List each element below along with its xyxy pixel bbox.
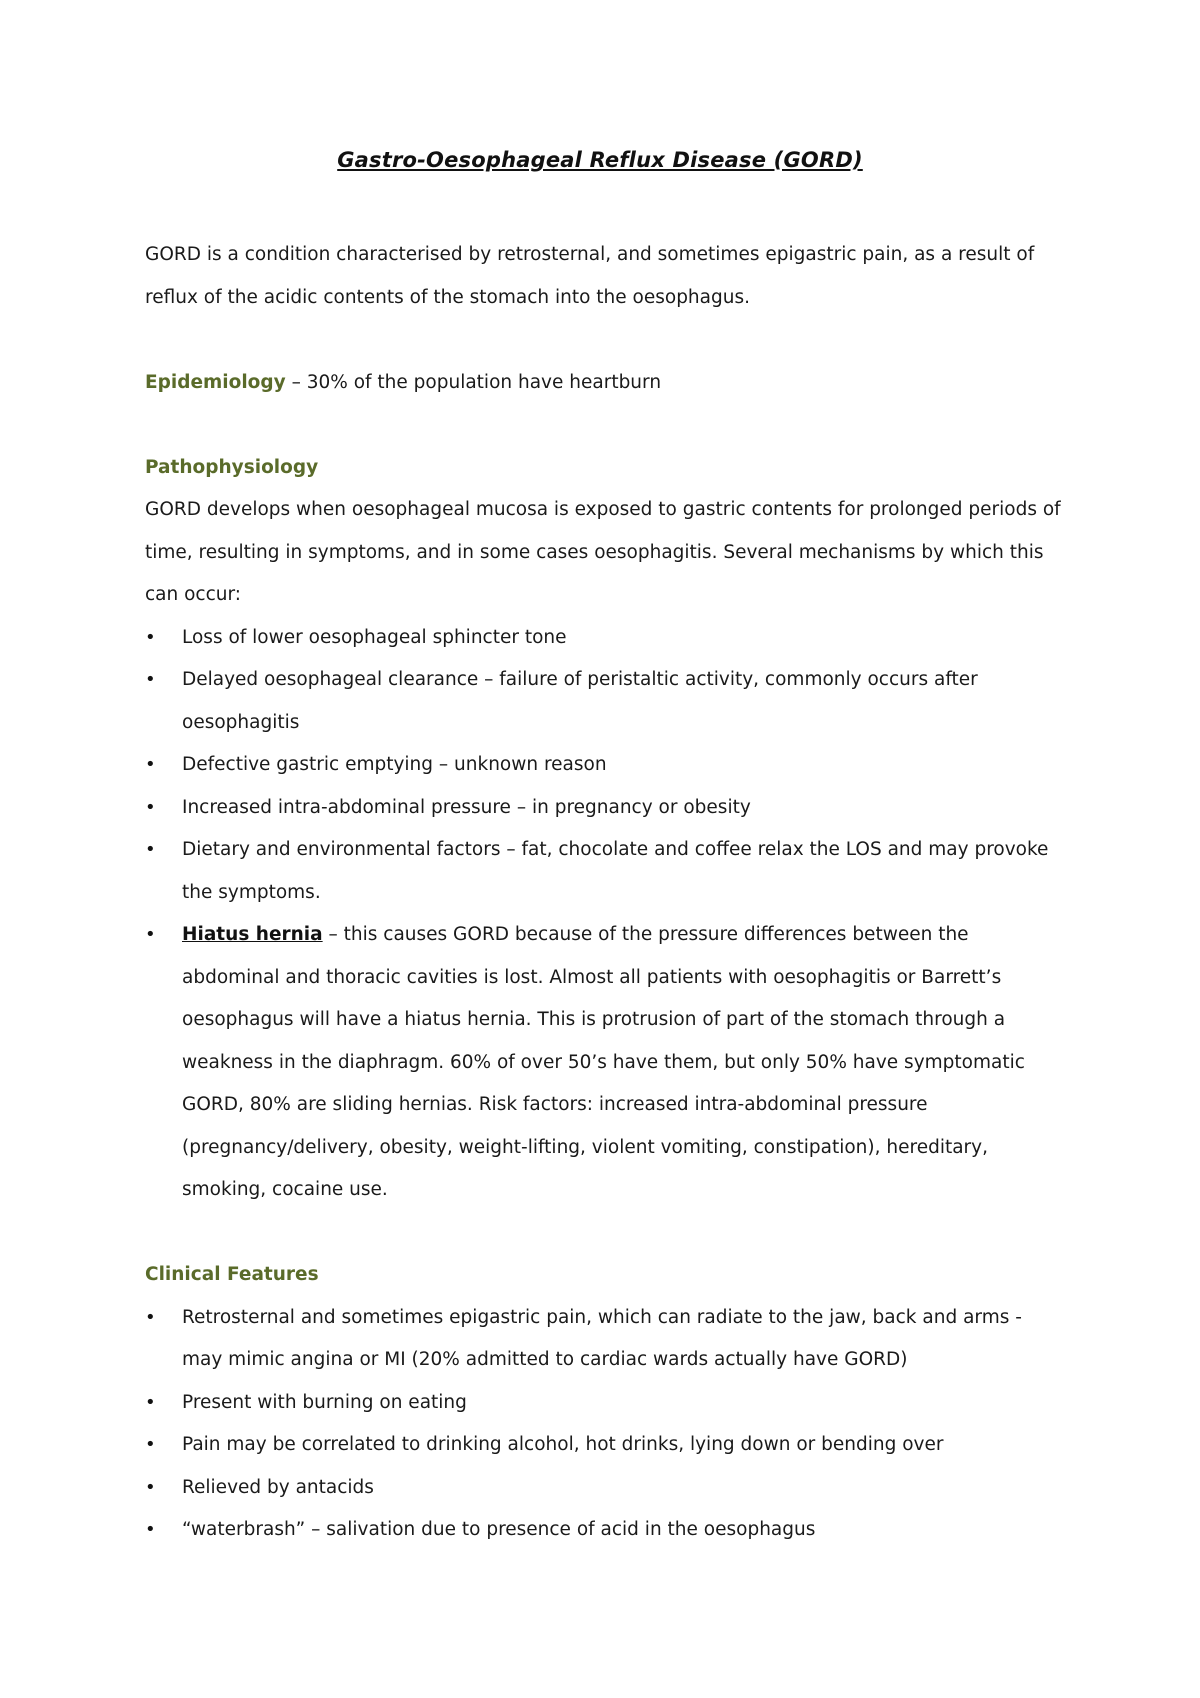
list-item-text: Defective gastric emptying – unknown reason [182, 754, 607, 775]
epidemiology-line [145, 362, 1065, 405]
spacer [145, 404, 1065, 447]
document-title: Gastro-Oesophageal Reflux Disease (GORD) [337, 148, 863, 172]
hiatus-hernia-text: – this causes GORD because of the pressure differences between the abdominal and thoracic cavities is lost. Almost all patients with oesophagitis or Barrett’s oesophagus will have a hiatus hernia. This is protrusion of part of the stomach through a weakness in the diaphragm. 60% of over 50’s have them, but only 50% have symptomatic GORD, 80% are sliding hernias. Risk factors: increased intra-abdominal pressure (pregnancy/delivery, obesity, weight-lifting, violent vomiting, constipation), hereditary, smoking, cocaine use. [182, 924, 1025, 1200]
list-item [145, 1382, 1065, 1425]
bullet-icon: • [145, 754, 156, 775]
hiatus-hernia-label: Hiatus hernia [182, 924, 323, 945]
bullet-icon: • [145, 626, 156, 648]
list-item [145, 1297, 1065, 1382]
list-item [145, 1424, 1065, 1467]
pathophysiology-heading: Pathophysiology [145, 456, 319, 478]
epidemiology-text: – 30% of the population have heartburn [285, 371, 662, 393]
spacer [145, 319, 1065, 362]
list-item [145, 617, 1065, 660]
list-item [145, 1467, 1065, 1510]
document-body [145, 234, 1065, 1552]
list-item-text: Relieved by antacids [182, 1476, 374, 1498]
clinical-features-heading: Clinical Features [145, 1264, 319, 1285]
pathophysiology-list [145, 617, 1065, 1212]
list-item [145, 829, 1065, 914]
list-item-text: Dietary and environmental factors – fat, chocolate and coffee relax the LOS and may provoke the symptoms. [182, 839, 1049, 903]
bullet-icon: • [145, 1519, 156, 1540]
list-item [145, 1509, 1065, 1552]
list-item-text: Pain may be correlated to drinking alcohol, hot drinks, lying down or bending over [182, 1434, 944, 1455]
intro-paragraph: GORD is a condition characterised by retrosternal, and sometimes epigastric pain, as a result of reflux of the acidic contents of the stomach into the oesophagus. [145, 244, 1035, 308]
list-item-text: “waterbrash” – salivation due to presence of acid in the oesophagus [182, 1519, 816, 1540]
list-item-text: Retrosternal and sometimes epigastric pain, which can radiate to the jaw, back and arms - may mimic angina or MI (20% admitted to cardiac wards actually have GORD) [182, 1306, 1022, 1370]
list-item [145, 659, 1065, 744]
epidemiology-heading: Epidemiology [145, 371, 286, 393]
bullet-icon: • [145, 1306, 156, 1328]
bullet-icon: • [145, 1391, 156, 1413]
clinical-features-list [145, 1297, 1065, 1552]
bullet-icon: • [145, 796, 156, 818]
list-item-text: Loss of lower oesophageal sphincter tone [182, 626, 567, 648]
list-item-text: Present with burning on eating [182, 1391, 467, 1413]
list-item-hiatus-hernia [145, 914, 1065, 1212]
bullet-icon: • [145, 924, 156, 945]
bullet-icon: • [145, 669, 156, 690]
bullet-icon: • [145, 839, 156, 860]
list-item [145, 787, 1065, 830]
spacer [145, 1212, 1065, 1255]
list-item [145, 744, 1065, 787]
bullet-icon: • [145, 1476, 156, 1498]
pathophysiology-paragraph: GORD develops when oesophageal mucosa is exposed to gastric contents for prolonged periods of time, resulting in symptoms, and in some cases oesophagitis. Several mechanisms by which this can occur: [145, 499, 1061, 605]
list-item-text: Delayed oesophageal clearance – failure of peristaltic activity, commonly occurs after oesophagitis [182, 669, 978, 733]
list-item-text: Increased intra-abdominal pressure – in pregnancy or obesity [182, 796, 751, 818]
bullet-icon: • [145, 1434, 156, 1455]
